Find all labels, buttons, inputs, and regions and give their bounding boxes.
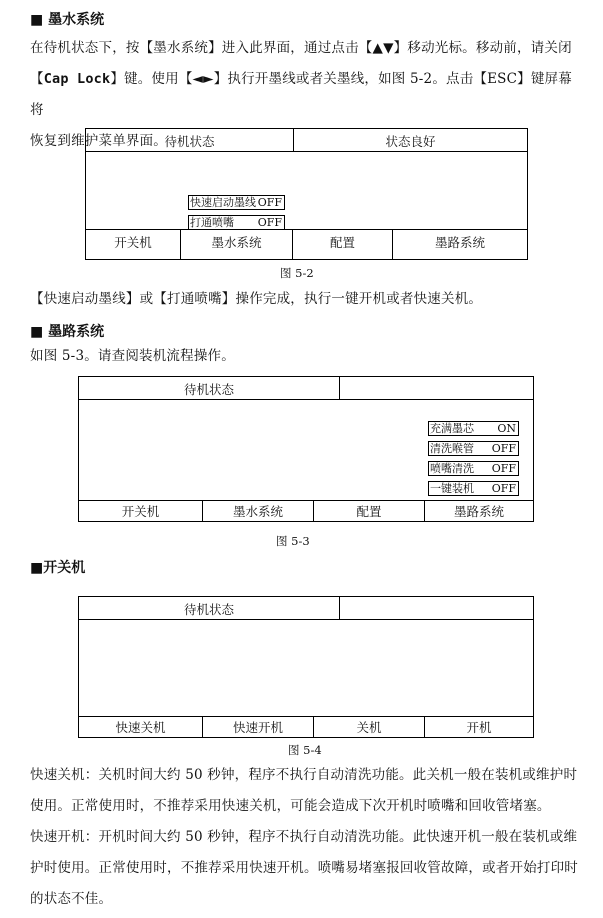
status-bar <box>86 129 527 152</box>
option-value: OFF <box>491 462 516 475</box>
option-value: OFF <box>257 216 282 229</box>
status-right-cell <box>340 377 533 399</box>
option-value: ON <box>497 422 516 435</box>
ink-path-system-intro: 如图 5-3。请查阅装机流程操作。 <box>30 348 235 364</box>
button-label: 开关机 <box>114 235 152 250</box>
option-label: 清洗喉管 <box>430 442 474 455</box>
status-left-cell <box>79 377 340 399</box>
text-line: 的状态不佳。 <box>30 891 113 907</box>
option-value: OFF <box>257 196 282 209</box>
status-bar <box>79 377 533 400</box>
option-label: 快速启动墨线 <box>190 196 256 209</box>
button-label: 开机 <box>466 720 492 735</box>
shutdown-button[interactable] <box>314 717 425 737</box>
ink-system-note: 【快速启动墨线】或【打通喷嘴】操作完成，执行一键开机或者快速关机。 <box>30 291 483 307</box>
status-right-cell <box>340 597 533 619</box>
power-on-off-heading: ■开关机 <box>30 560 86 576</box>
button-label: 墨水系统 <box>232 504 283 519</box>
quick-startup-description <box>30 822 585 915</box>
status-left-cell <box>86 129 294 151</box>
button-label: 开关机 <box>121 504 160 519</box>
text-line: 快速开机：开机时间大约 50 秒钟，程序不执行自动清洗功能。此快速开机一般在装机或维 <box>30 829 578 845</box>
status-left-text: 待机状态 <box>183 602 234 617</box>
quick-start-ink-line-option[interactable] <box>188 195 285 210</box>
config-button[interactable] <box>293 230 393 259</box>
option-value: OFF <box>491 482 516 495</box>
cap-lock-key: Cap Lock <box>43 71 111 87</box>
ink-system-button[interactable] <box>203 501 314 521</box>
option-value: OFF <box>491 442 516 455</box>
quick-startup-button[interactable] <box>203 717 314 737</box>
status-left-text: 待机状态 <box>183 382 234 397</box>
status-left-text: 待机状态 <box>164 134 215 149</box>
option-label: 喷嘴清洗 <box>430 462 474 475</box>
status-right-cell <box>294 129 527 151</box>
button-label: 配置 <box>356 504 382 519</box>
one-key-install-option[interactable] <box>428 481 519 496</box>
ink-path-system-button[interactable] <box>393 230 527 259</box>
text-fragment: 】键。使用【◄►】执行开墨线或者关墨线，如图 5-2。点击【ESC】键屏幕将 <box>30 71 572 118</box>
button-label: 快速关机 <box>115 720 166 735</box>
ink-system-heading: ■ 墨水系统 <box>30 12 105 28</box>
quick-shutdown-description <box>30 760 585 822</box>
button-label: 快速开机 <box>232 720 283 735</box>
button-label: 配置 <box>329 235 355 250</box>
startup-button[interactable] <box>425 717 533 737</box>
button-label: 墨路系统 <box>434 235 485 250</box>
text-line: 使用。正常使用时，不推荐采用快速关机，可能会造成下次开机时喷嘴和回收管堵塞。 <box>30 798 551 814</box>
text-line: 在待机状态下，按【墨水系统】进入此界面，通过点击【▲▼】移动光标。移动前，请关闭 <box>30 40 572 56</box>
ink-system-button[interactable] <box>181 230 293 259</box>
text-line <box>30 64 585 126</box>
ink-path-system-button[interactable] <box>425 501 533 521</box>
function-key-bar <box>79 716 533 737</box>
clean-throat-tube-option[interactable] <box>428 441 519 456</box>
button-label: 墨水系统 <box>211 235 262 250</box>
option-label: 打通喷嘴 <box>190 216 234 229</box>
clear-nozzle-option[interactable] <box>188 215 285 230</box>
fill-ink-core-option[interactable] <box>428 421 519 436</box>
power-button[interactable] <box>79 501 203 521</box>
option-label: 充满墨芯 <box>430 422 474 435</box>
status-right-text: 状态良好 <box>385 134 436 149</box>
config-button[interactable] <box>314 501 425 521</box>
function-key-bar <box>79 500 533 521</box>
figure-5-2-screen <box>85 128 528 260</box>
figure-caption: 图 5-3 <box>276 534 310 548</box>
bracket-open: 【 <box>30 71 44 87</box>
button-label: 关机 <box>356 720 382 735</box>
nozzle-clean-option[interactable] <box>428 461 519 476</box>
status-bar <box>79 597 533 620</box>
power-button[interactable] <box>86 230 181 259</box>
figure-5-4-screen <box>78 596 534 738</box>
function-key-bar <box>86 229 527 259</box>
button-label: 墨路系统 <box>453 504 504 519</box>
text-line: 护时使用。正常使用时，不推荐采用快速开机。喷嘴易堵塞报回收管故障，或者开始打印时 <box>30 860 578 876</box>
text-line: 快速关机：关机时间大约 50 秒钟，程序不执行自动清洗功能。此关机一般在装机或维护时 <box>30 767 578 783</box>
figure-caption: 图 5-4 <box>288 743 322 757</box>
figure-5-3-screen <box>78 376 534 522</box>
figure-caption: 图 5-2 <box>280 266 314 280</box>
option-label: 一键装机 <box>430 482 474 495</box>
quick-shutdown-button[interactable] <box>79 717 203 737</box>
status-left-cell <box>79 597 340 619</box>
text-line: 恢复到维护菜单界面。 <box>30 133 167 149</box>
ink-path-system-heading: ■ 墨路系统 <box>30 324 105 340</box>
